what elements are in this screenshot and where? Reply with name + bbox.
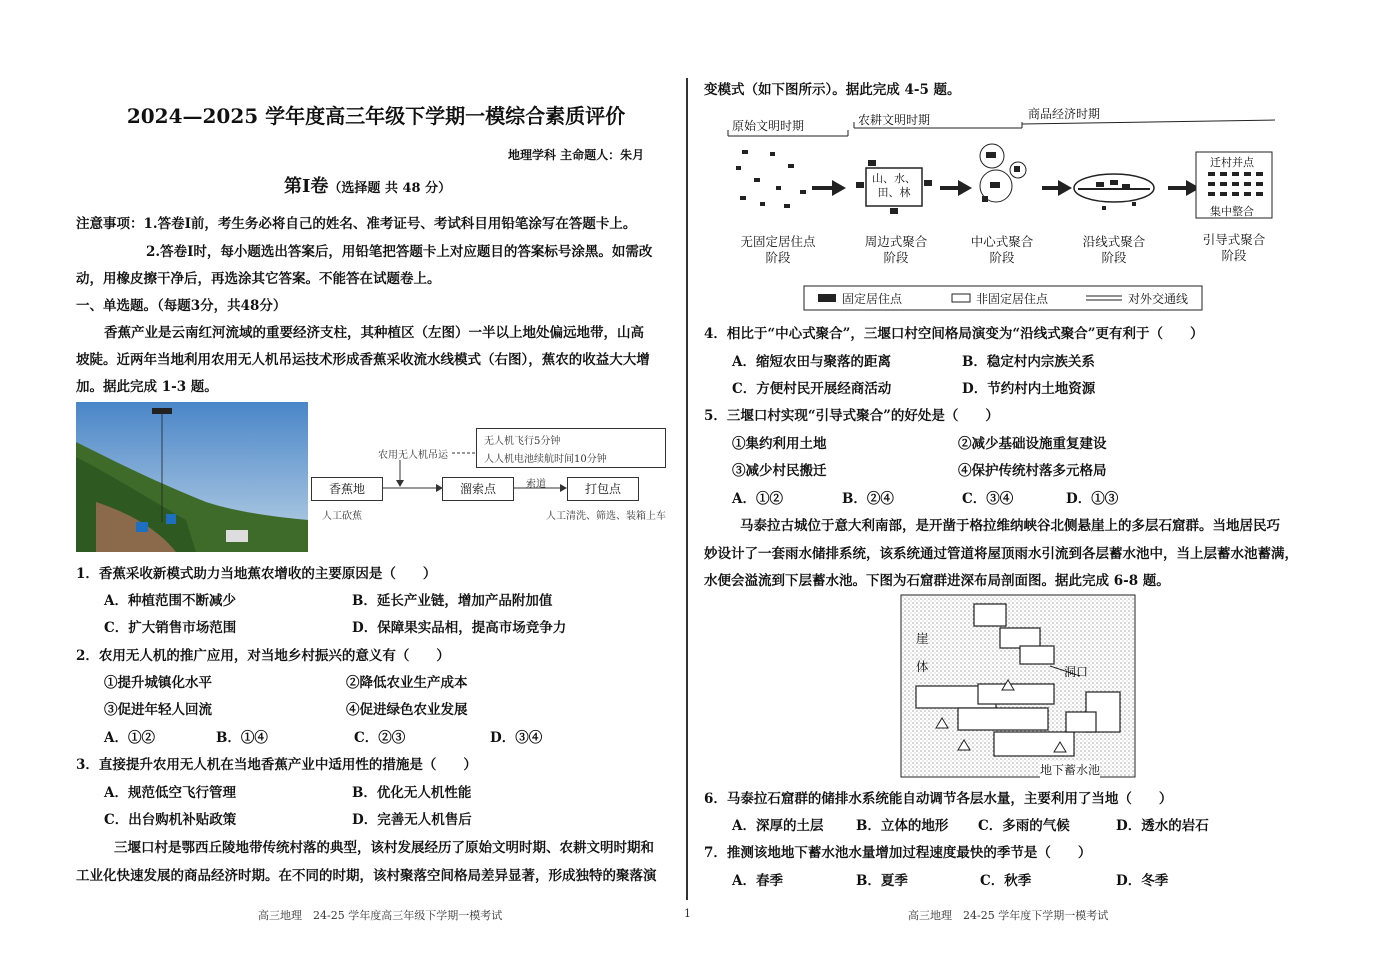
q3-opt-a: A．规范低空飞行管理 — [104, 785, 236, 801]
passage1-line-1: 香蕉产业是云南红河流域的重要经济支柱，其种植区（左图）一半以上地处偏远地带，山高 — [104, 325, 644, 341]
q5-item-3: ③减少村民搬迁 — [732, 463, 827, 479]
uav-note-1: 无人机飞行5分钟 — [484, 436, 561, 447]
q7-opt-a: A．春季 — [732, 873, 783, 889]
flow-box-zipline: 溜索点 — [442, 477, 514, 501]
q1-opt-a: A．种植范围不断减少 — [104, 593, 236, 609]
notes-line-2: 2.答卷Ⅰ时，每小题选出答案后，用铅笔把答题卡上对应题目的答案标号涂黑。如需改 — [146, 244, 653, 260]
q7-stem: 7．推测该地地下蓄水池水量增加过程速度最快的季节是（ ） — [704, 845, 1092, 861]
passage2-line-1: 三堰口村是鄂西丘陵地带传统村落的典型，该村发展经历了原始文明时期、农耕文明时期和 — [114, 840, 654, 856]
q2-item-4: ④促进绿色农业发展 — [346, 702, 468, 718]
legend-nonfixed: 非固定居住点 — [976, 292, 1049, 306]
relocate-bottom-label: 集中整合 — [1210, 205, 1254, 218]
exam-title: 2024—2025 学年度高三年级下学期一模综合素质评价 — [126, 104, 626, 128]
q2-stem: 2．农用无人机的推广应用，对当地乡村振兴的意义有（ ） — [76, 648, 450, 664]
q4-opt-b: B．稳定村内宗族关系 — [962, 354, 1095, 370]
q1-opt-b: B．延长产业链，增加产品附加值 — [352, 593, 553, 609]
q6-stem: 6．马泰拉石窟群的储排水系统能自动调节各层水量，主要利用了当地（ ） — [704, 791, 1173, 807]
flow-box-banana-field: 香蕉地 — [311, 477, 383, 501]
flow-sub-1: 人工砍蕉 — [322, 511, 362, 522]
section-subtitle: （选择题 共 48 分） — [328, 181, 452, 196]
stage-label-4: 沿线式聚合 阶段 — [1082, 234, 1146, 265]
q7-opt-b: B．夏季 — [856, 873, 908, 889]
q6-opt-c: C．多雨的气候 — [978, 818, 1070, 834]
flow-cableway-label: 索道 — [526, 479, 546, 490]
period-primitive: 原始文明时期 — [732, 119, 805, 133]
q2-opt-d: D．③④ — [490, 730, 543, 746]
period-commodity: 商品经济时期 — [1028, 107, 1101, 121]
page-number: 1 — [684, 907, 691, 920]
uav-label: 农用无人机吊运 — [378, 450, 448, 461]
q2-opt-a: A．①② — [104, 730, 155, 746]
q2-item-1: ①提升城镇化水平 — [104, 675, 212, 691]
q3-opt-d: D．完善无人机售后 — [352, 812, 472, 828]
passage1-line-3: 加。据此完成 1-3 题。 — [76, 379, 218, 395]
q4-opt-d: D．节约村内土地资源 — [962, 381, 1096, 397]
q6-opt-d: D．透水的岩石 — [1116, 818, 1209, 834]
q3-opt-c: C．出台购机补贴政策 — [104, 812, 237, 828]
passage3-line-3: 水便会溢流到下层蓄水池。下图为石窟群进深布局剖面图。据此完成 6-8 题。 — [704, 573, 1170, 589]
subject-author: 地理学科 主命题人：朱月 — [508, 148, 645, 162]
q5-opt-b: B．②④ — [842, 491, 894, 507]
q3-stem: 3．直接提升农用无人机在当地香蕉产业中适用性的措施是（ ） — [76, 757, 477, 773]
section-title: 第Ⅰ卷 — [284, 176, 329, 197]
q1-opt-c: C．扩大销售市场范围 — [104, 620, 237, 636]
part-one-heading: 一、单选题。（每题3分，共48分） — [76, 298, 287, 314]
flow-sub-3: 人工清洗、筛选、装箱上车 — [546, 511, 666, 522]
q6-opt-a: A．深厚的土层 — [732, 818, 824, 834]
cave-section-diagram — [900, 594, 1136, 778]
legend-fixed: 固定居住点 — [842, 292, 903, 306]
q7-opt-d: D．冬季 — [1116, 873, 1169, 889]
period-farming: 农耕文明时期 — [858, 113, 931, 127]
q5-opt-d: D．①③ — [1066, 491, 1119, 507]
passage3-line-1: 马泰拉古城位于意大利南部，是开凿于格拉维纳峡谷北侧悬崖上的多层石窟群。当地居民巧 — [740, 518, 1280, 534]
q5-stem: 5．三堰口村实现“引导式聚合”的好处是（ ） — [704, 408, 999, 424]
q6-opt-b: B．立体的地形 — [856, 818, 949, 834]
q5-item-2: ②减少基础设施重复建设 — [958, 436, 1107, 452]
q5-item-4: ④保护传统村落多元格局 — [958, 463, 1107, 479]
q4-opt-a: A．缩短农田与聚落的距离 — [732, 354, 891, 370]
left-footer: 高三地理 24-25 学年度高三年级下学期一模考试 — [258, 909, 503, 922]
cliff-label-1: 崖 — [916, 631, 929, 646]
stage-label-1: 无固定居住点 阶段 — [740, 234, 816, 265]
relocate-top-label: 迁村并点 — [1210, 156, 1254, 169]
q5-item-1: ①集约利用土地 — [732, 436, 827, 452]
q4-opt-c: C．方便村民开展经商活动 — [732, 381, 892, 397]
notes-line-3: 动，用橡皮擦干净后，再选涂其它答案。不能答在试题卷上。 — [76, 271, 441, 287]
stage-label-5: 引导式聚合 阶段 — [1202, 232, 1266, 263]
q7-opt-c: C．秋季 — [980, 873, 1032, 889]
stage-label-2: 周边式聚合 阶段 — [864, 234, 928, 265]
flow-box-packing: 打包点 — [567, 477, 639, 501]
section-heading — [284, 172, 451, 198]
page-divider — [686, 78, 688, 900]
q2-item-3: ③促进年轻人回流 — [104, 702, 212, 718]
q5-opt-c: C．③④ — [962, 491, 1014, 507]
passage2-line-2: 工业化快速发展的商品经济时期。在不同的时期，该村聚落空间格局差异显著，形成独特的聚落演 — [76, 868, 657, 884]
passage1-line-2: 坡陡。近两年当地利用农用无人机吊运技术形成香蕉采收流水线模式（右图），蕉农的收益大大增 — [76, 352, 650, 368]
q2-item-2: ②降低农业生产成本 — [346, 675, 468, 691]
q1-stem: 1．香蕉采收新模式助力当地蕉农增收的主要原因是（ ） — [76, 566, 437, 582]
right-footer: 高三地理 24-25 学年度下学期一模考试 — [908, 909, 1109, 922]
underground-pool-label: 地下蓄水池 — [1040, 763, 1101, 777]
uav-note-2: 人人机电池续航时间10分钟 — [484, 454, 607, 465]
legend-transport: 对外交通线 — [1128, 292, 1189, 306]
banana-field-photo — [76, 402, 308, 552]
notes-line-1: 注意事项：1.答卷Ⅰ前，考生务必将自己的姓名、准考证号、考试科目用铅笔涂写在答题卡上。 — [76, 216, 637, 232]
passage3-line-2: 妙设计了一套雨水储排系统，该系统通过管道将屋顶雨水引流到各层蓄水池中，当上层蓄水池蓄满， — [704, 546, 1298, 562]
cliff-label-2: 体 — [916, 659, 929, 674]
q3-opt-b: B．优化无人机性能 — [352, 785, 472, 801]
stage-label-3: 中心式聚合 阶段 — [970, 234, 1034, 265]
cave-entrance-label: 洞口 — [1064, 665, 1089, 679]
q5-opt-a: A．①② — [732, 491, 783, 507]
passage2-continued: 变模式（如下图所示）。据此完成 4-5 题。 — [704, 82, 961, 98]
q2-opt-b: B．①④ — [216, 730, 268, 746]
q2-opt-c: C．②③ — [354, 730, 406, 746]
q4-stem: 4．相比于“中心式聚合”，三堰口村空间格局演变为“沿线式聚合”更有利于（ ） — [704, 326, 1204, 342]
farm-box-label: 山、水、 田、林 — [872, 172, 916, 199]
q1-opt-d: D．保障果实品相，提高市场竞争力 — [352, 620, 567, 636]
